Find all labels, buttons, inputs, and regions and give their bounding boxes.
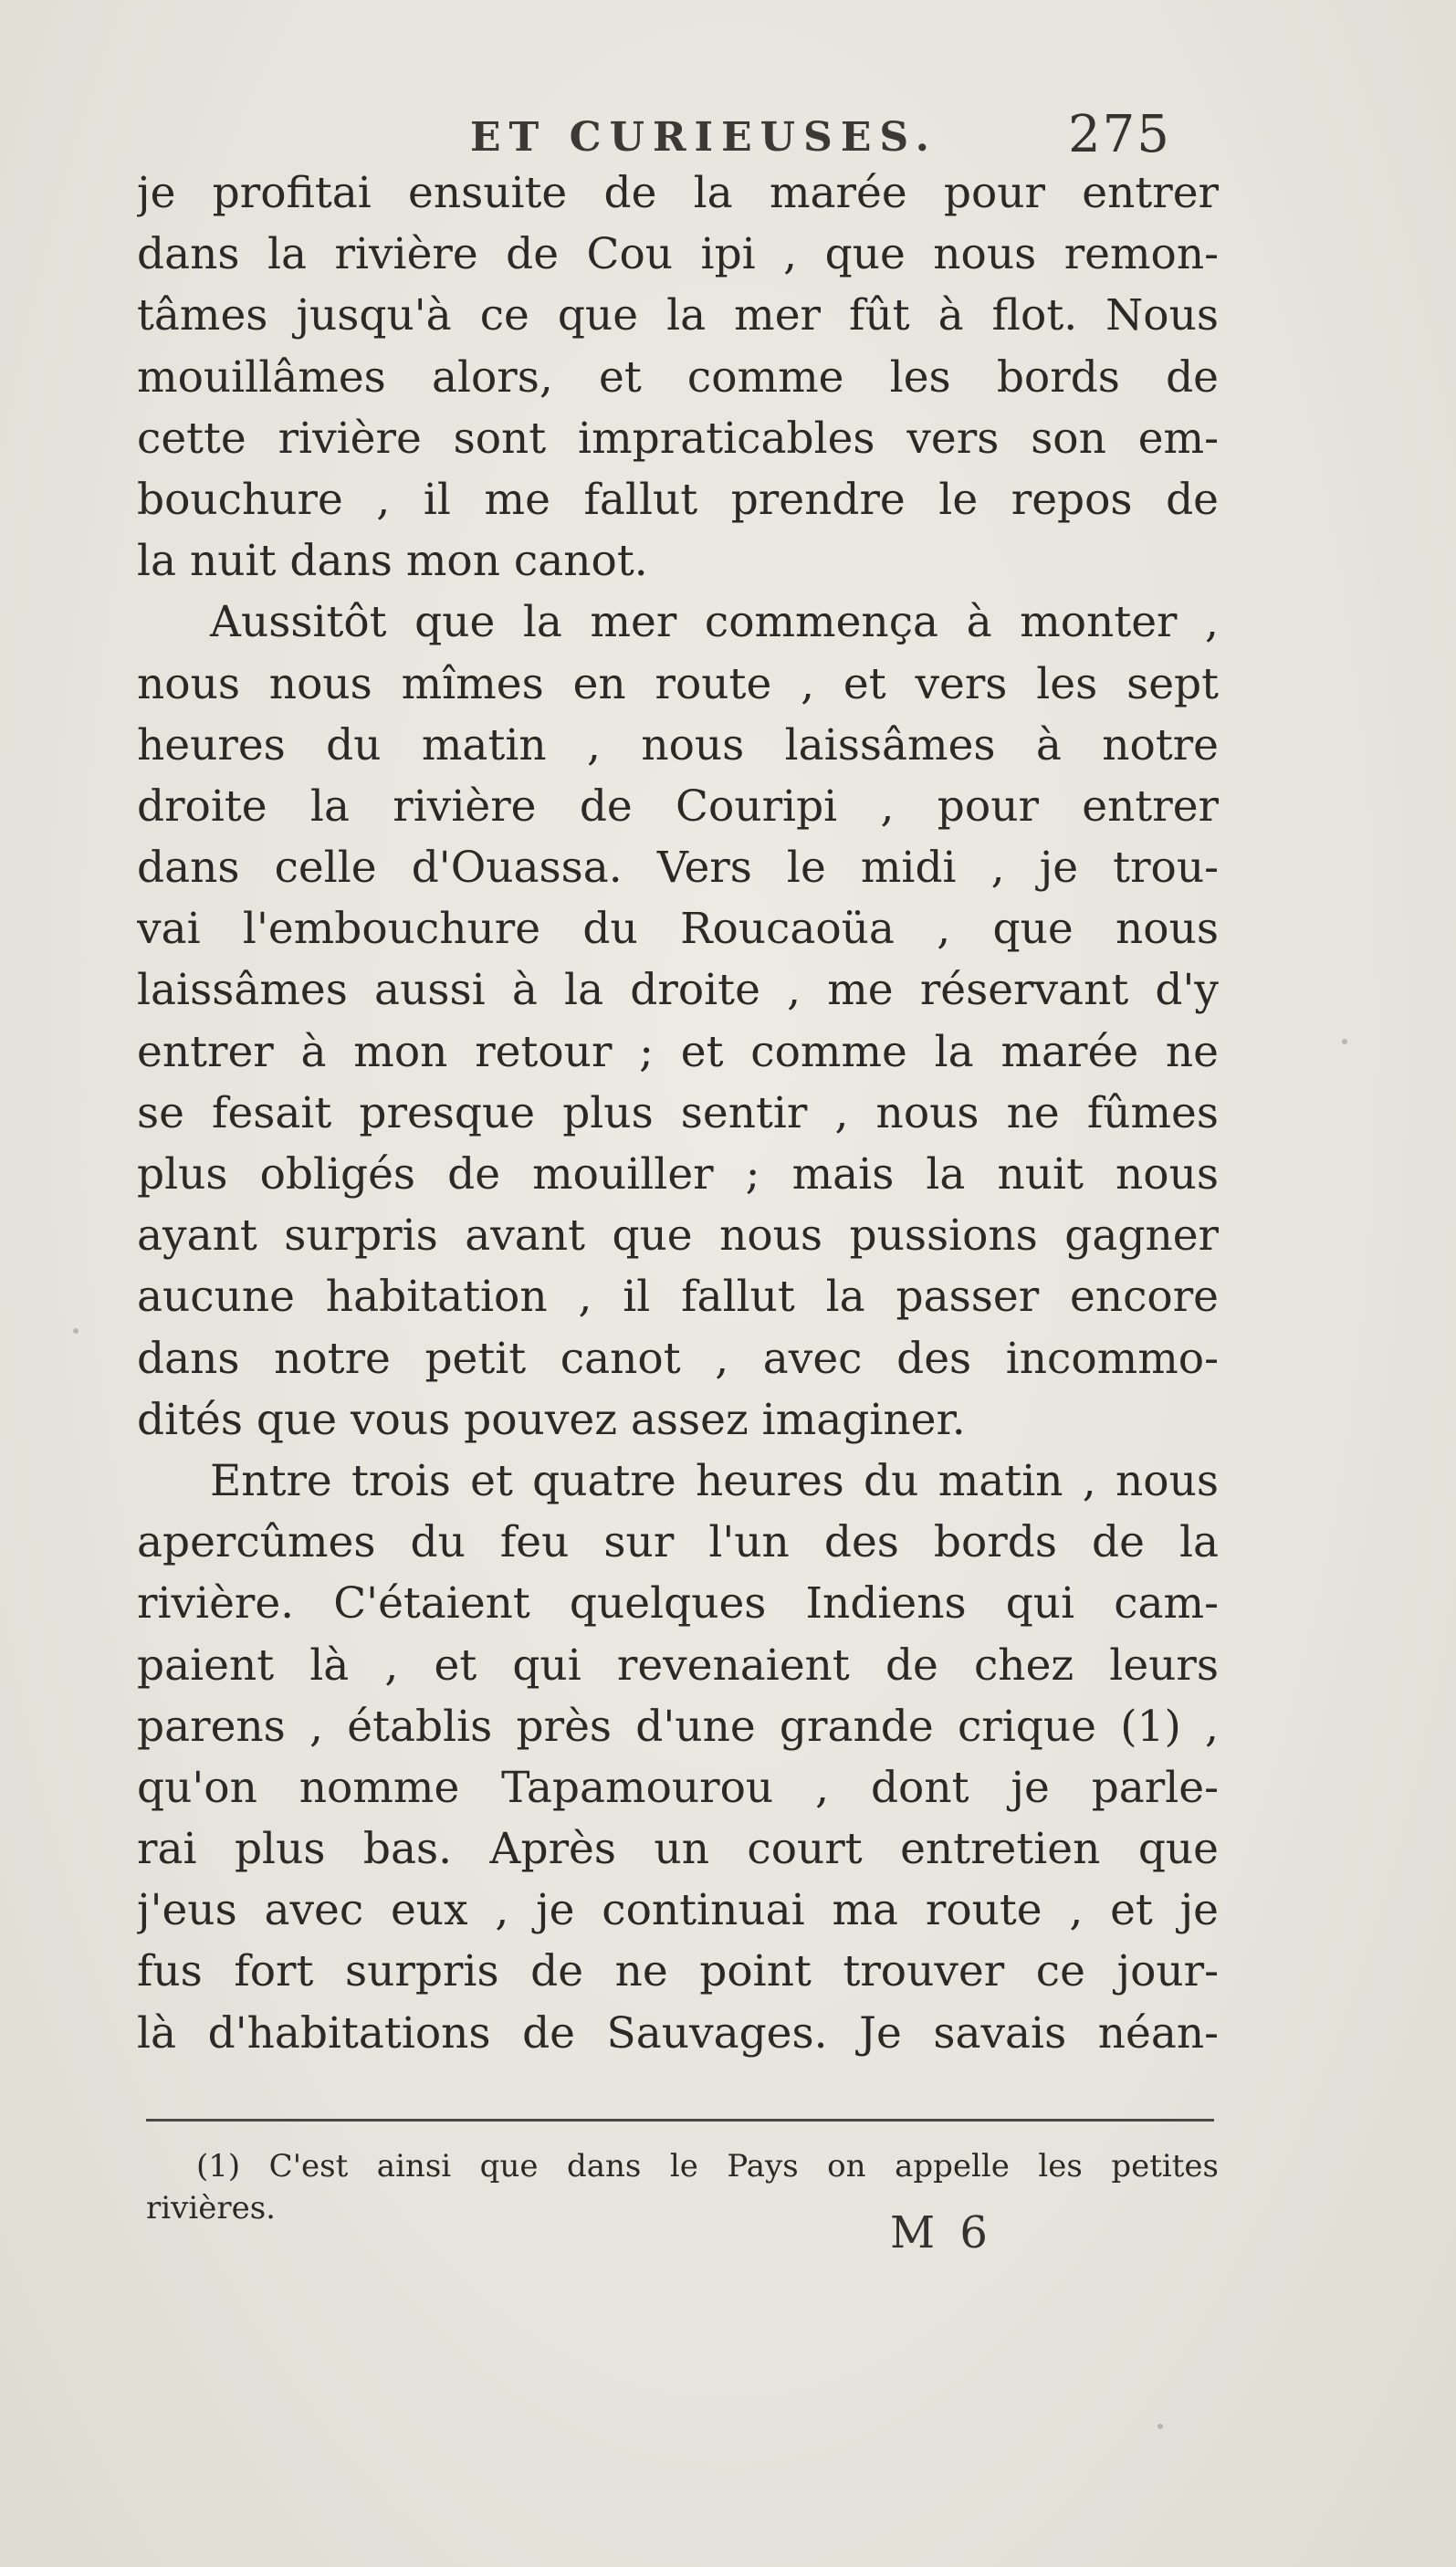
text-line: laissâmes aussi à la droite , me réservant d'y	[137, 965, 1219, 1016]
text-line: dans notre petit canot , avec des incommo-	[137, 1333, 1219, 1384]
text-line: je profitai ensuite de la marée pour entrer	[137, 168, 1219, 218]
paper-speck	[73, 1328, 79, 1334]
text-line: dités que vous pouvez assez imaginer.	[137, 1394, 966, 1445]
text-line: tâmes jusqu'à ce que la mer fût à flot. Nous	[137, 290, 1219, 341]
text-line: parens , établis près d'une grande crique (1) ,	[137, 1701, 1219, 1752]
text-line: entrer à mon retour ; et comme la marée ne	[137, 1026, 1219, 1077]
text-line: se fesait presque plus sentir , nous ne fûmes	[137, 1087, 1219, 1138]
paper-speck	[1342, 1039, 1347, 1044]
text-line: fus fort surpris de ne point trouver ce jour-	[137, 1946, 1219, 1997]
footnote-line: (1) C'est ainsi que dans le Pays on appelle les petites	[196, 2148, 1219, 2185]
text-line: ayant surpris avant que nous pussions gagner	[137, 1210, 1219, 1262]
text-line: j'eus avec eux , je continuai ma route , et je	[137, 1885, 1219, 1936]
text-line: paient là , et qui revenaient de chez leurs	[137, 1640, 1219, 1691]
text-line: bouchure , il me fallut prendre le repos de	[137, 474, 1219, 525]
footnote-rule	[146, 2119, 1214, 2122]
text-line: vai l'embouchure du Roucaoüa , que nous	[137, 904, 1219, 955]
text-line: droite la rivière de Couripi , pour entrer	[137, 781, 1219, 832]
running-head-title: ET CURIEUSES.	[470, 114, 937, 161]
footnote-line: rivières.	[146, 2190, 276, 2226]
text-line: cette rivière sont impraticables vers son em-	[137, 413, 1219, 464]
text-line: la nuit dans mon canot.	[137, 536, 648, 587]
running-head	[0, 105, 1456, 169]
text-line: qu'on nomme Tapamourou , dont je parle-	[137, 1762, 1219, 1813]
text-line: apercûmes du feu sur l'un des bords de la	[137, 1517, 1219, 1568]
text-line: nous nous mîmes en route , et vers les sept	[137, 658, 1219, 709]
text-line: Aussitôt que la mer commença à monter ,	[210, 597, 1219, 648]
text-line: mouillâmes alors, et comme les bords de	[137, 351, 1219, 403]
page-number: 275	[1068, 105, 1171, 164]
text-line: dans la rivière de Cou ipi , que nous remon-	[137, 229, 1219, 280]
text-line: dans celle d'Ouassa. Vers le midi , je trou-	[137, 843, 1219, 894]
text-line: rai plus bas. Après un court entretien que	[137, 1824, 1219, 1875]
text-line: plus obligés de mouiller ; mais la nuit nous	[137, 1149, 1219, 1200]
footnote	[146, 2145, 1219, 2229]
text-line: rivière. C'étaient quelques Indiens qui cam-	[137, 1578, 1219, 1629]
text-line: aucune habitation , il fallut la passer encore	[137, 1272, 1219, 1323]
body-text	[137, 162, 1219, 2064]
text-line: Entre trois et quatre heures du matin , nous	[210, 1455, 1219, 1506]
text-line: là d'habitations de Sauvages. Je savais néan-	[137, 2007, 1219, 2059]
signature-mark: M 6	[890, 2207, 993, 2258]
paper-speck	[1157, 2424, 1163, 2429]
text-line: heures du matin , nous laissâmes à notre	[137, 719, 1219, 770]
